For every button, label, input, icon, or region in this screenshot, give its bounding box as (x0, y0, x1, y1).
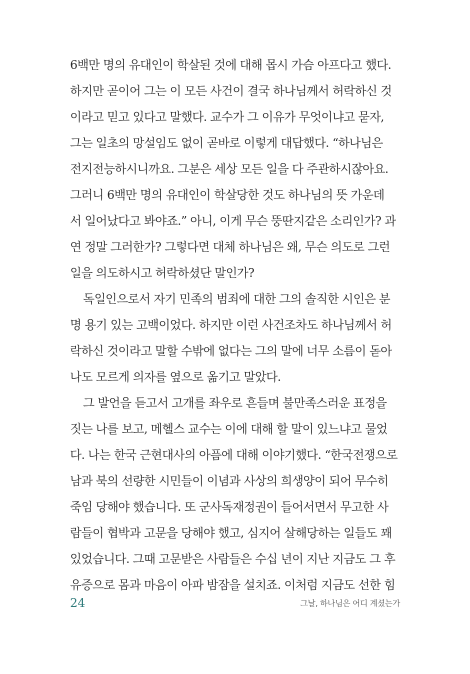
text-line: 유증으로 몸과 마음이 아파 밤잠을 설치죠. 이처럼 지금도 선한 힘 (70, 578, 396, 592)
text-line: 나도 모르게 의자를 옆으로 옮기고 말았다. (70, 370, 281, 384)
text-line: 그 발언을 듣고서 고개를 좌우로 흔들며 불만족스러운 표정을 (83, 396, 387, 410)
text-line: 서 일어났다고 봐야죠.” 아니, 이게 무슨 뚱딴지같은 소리인가? 과 (70, 214, 396, 228)
running-header: 그날, 하나님은 어디 계셨는가 (300, 599, 400, 608)
text-line: 6백만 명의 유대인이 학살된 것에 대해 몹시 가슴 아프다고 했다. (70, 58, 392, 72)
text-line: 있었습니다. 그때 고문받은 사람들은 수십 년이 지난 지금도 그 후 (70, 552, 396, 566)
paragraph-2 (70, 286, 400, 390)
text-line: 전지전능하시니까요. 그분은 세상 모든 일을 다 주관하시잖아요. (70, 162, 389, 176)
text-line: 람들이 협박과 고문을 당해야 했고, 심지어 살해당하는 일들도 꽤 (70, 526, 392, 540)
text-line: 그러니 6백만 명의 유대인이 학살당한 것도 하나님의 뜻 가운데 (70, 188, 385, 202)
paragraph-3 (70, 390, 400, 598)
text-line: 다. 나는 한국 근현대사의 아픔에 대해 이야기했다. “한국전쟁으로 (70, 448, 398, 462)
text-line: 락하신 것이라고 말할 수밖에 없다는 그의 말에 너무 소름이 돋아 (70, 344, 392, 358)
text-line: 그는 일초의 망설임도 없이 곧바로 이렇게 대답했다. “하나님은 (70, 136, 383, 150)
text-line: 짓는 나를 보고, 메헬스 교수는 이에 대해 할 말이 있느냐고 물었 (70, 422, 388, 436)
text-line: 이라고 믿고 있다고 말했다. 교수가 그 이유가 무엇이냐고 묻자, (70, 110, 384, 124)
page-footer (70, 596, 400, 616)
paragraph-1 (70, 52, 400, 286)
text-line: 일을 의도하시고 허락하셨단 말인가? (70, 266, 255, 280)
body-text (70, 52, 400, 598)
text-line: 연 정말 그러한가? 그렇다면 대체 하나님은 왜, 무슨 의도로 그런 (70, 240, 390, 254)
text-line: 명 용기 있는 고백이었다. 하지만 이런 사건조차도 하나님께서 허 (70, 318, 392, 332)
text-line: 죽임 당해야 했습니다. 또 군사독재정권이 들어서면서 무고한 사 (70, 500, 389, 514)
page-number: 24 (70, 596, 86, 610)
text-line: 하지만 곧이어 그는 이 모든 사건이 결국 하나님께서 허락하신 것 (70, 84, 392, 98)
text-line: 남과 북의 선량한 시민들이 이념과 사상의 희생양이 되어 무수히 (70, 474, 389, 488)
text-line: 독일인으로서 자기 민족의 범죄에 대한 그의 솔직한 시인은 분 (83, 292, 391, 306)
